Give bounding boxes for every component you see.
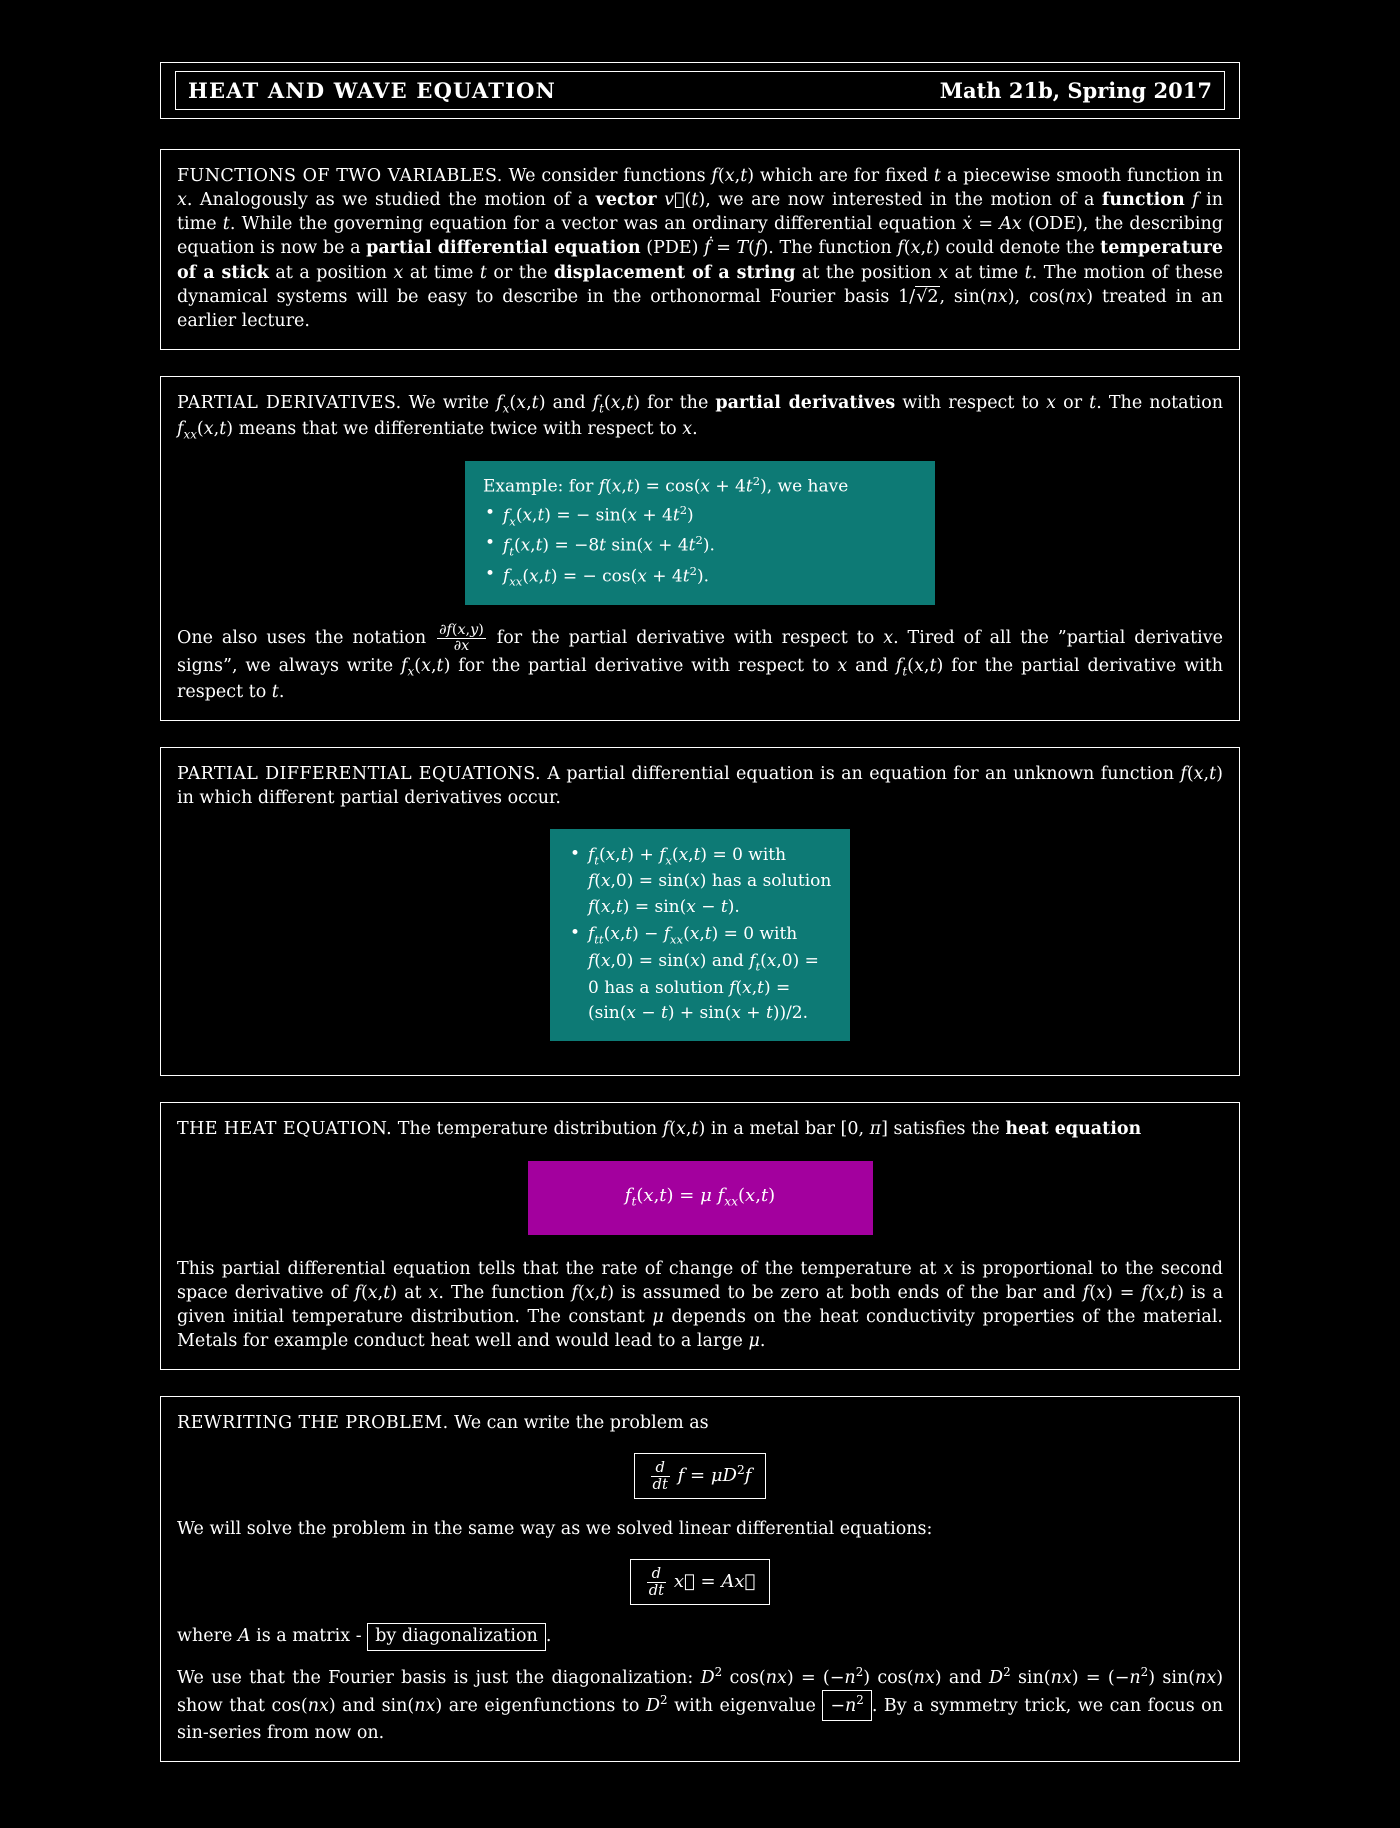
where-tail: . <box>545 1626 552 1647</box>
heat-equation-formula: $f_t(x,t) = \mu$ $f_{xx}(x,t)$ <box>528 1161 873 1235</box>
section-2-title: PARTIAL DERIVATIVES. <box>177 392 402 413</box>
section-rewriting-the-problem <box>160 1396 1240 1762</box>
section-1-title: FUNCTIONS OF TWO VARIABLES. <box>177 166 503 186</box>
equation-2-wrapper <box>177 1559 1223 1605</box>
list-item: • $f_{xx}(x,t)$ = − $\cos(x + 4t^2)$. <box>483 563 917 591</box>
example-list <box>483 502 917 591</box>
section-5-where-paragraph: where A is a matrix - by diagonalization . <box>177 1623 1223 1651</box>
section-functions-of-two-variables <box>160 149 1240 350</box>
example-highlight-pde <box>177 829 1223 1041</box>
section-5-final-paragraph: We use that the Fourier basis is just the diagonalization: $D^2$ $\cos(nx) = (-n^2)$ cos(nx) and $D^2$ $\sin(nx) = (-n^2)$ sin(nx) show that cos(nx) and sin(nx) are eigenfunctions to $D^2$ with eigenvalue $-n^2$ . By a symmetry trick, we can focus on sin-series from now on. <box>177 1665 1224 1743</box>
section-partial-differential-equations <box>160 747 1240 1075</box>
section-4-paragraph: THE HEAT EQUATION. The temperature distribution f(x,t) in a metal bar [0, π] satisfies the heat equation <box>177 1118 1142 1139</box>
section-partial-derivatives <box>160 376 1240 721</box>
boxed-phrase-by-diagonalization: by diagonalization <box>367 1623 546 1651</box>
list-item: • $f_t(x,t) + f_x(x,t) = 0$ with f(x,0) = sin(x) has a solution f(x,t) = sin(x − t). <box>568 843 832 921</box>
section-5-middle-paragraph: We will solve the problem in the same way as we solved linear differential equations: <box>177 1519 933 1540</box>
heat-equation-highlight <box>177 1161 1223 1235</box>
equation-1-wrapper <box>177 1453 1223 1499</box>
section-3-paragraph: PARTIAL DIFFERENTIAL EQUATIONS. A partial differential equation is an equation for an unknown function f(x,t) in which different partial derivatives occur. <box>177 764 1223 809</box>
eigenvalue-box: $-n^2$ <box>822 1690 872 1721</box>
equation-2: $\frac{d}{dt}$ x⃗ = Ax⃗ <box>630 1559 771 1605</box>
equation-1: $\frac{d}{dt}$ $f = \mu D^2f$ <box>634 1453 767 1499</box>
section-1-paragraph: FUNCTIONS OF TWO VARIABLES. We consider functions f(x,t) which are for fixed t a piecewise smooth function in x. Analogously as we studied the motion of a vector v⃗(t), we are now interested in the motion of a function f in time t. While the governing equation for a vector was an ordinary differential equation ẋ = Ax (ODE), the describing equation is now be a partial differential equation (PDE) ḟ = T(f). The function f(x,t) could denote the temperature of a stick at a position x at time t or the displacement of a string at the position x at time t. The motion of these dynamical systems will be easy to describe in the orthonormal Fourier basis 1/√2, sin(nx), cos(nx) treated in an earlier lecture. <box>177 166 1224 331</box>
course-label: Math 21b, Spring 2017 <box>939 78 1212 103</box>
example-highlight-derivatives <box>177 461 1223 605</box>
section-3-title: PARTIAL DIFFERENTIAL EQUATIONS. <box>177 764 541 785</box>
section-2-paragraph: PARTIAL DERIVATIVES. We write $f_x(x,t)$ and $f_t(x,t)$ for the partial derivatives with respect to x or t. The notation $f_{xx}(x,t)$ means that we differentiate twice with respect to x. <box>177 392 1224 442</box>
section-4-title: THE HEAT EQUATION. <box>177 1118 393 1139</box>
list-item: • $f_{tt}(x,t) - f_{xx}(x,t) = 0$ with f(x,0) = sin(x) and $f_t(x,0) = 0$ has a solution f(x,t) = (sin(x − t) + sin(x + t))/2. <box>568 922 832 1026</box>
section-the-heat-equation <box>160 1102 1240 1370</box>
section-4-after-paragraph: This partial differential equation tells that the rate of change of the temperature at x is proportional to the second space derivative of f(x,t) at x. The function f(x,t) is assumed to be zero at both ends of the bar and f(x) = f(x,t) is a given initial temperature distribution. The constant μ depends on the heat conductivity properties of the material. Metals for example conduct heat well and would lead to a large μ. <box>177 1258 1224 1351</box>
list-item: • $f_t(x,t) = -8t$ $\sin(x + 4t^2)$. <box>483 532 917 560</box>
example-intro: Example: for $f(x,t) = \cos(x + 4t^2)$, we have <box>483 473 849 497</box>
page-title: HEAT AND WAVE EQUATION <box>188 78 557 103</box>
list-item: • $f_x(x,t)$ = − $\sin(x + 4t^2)$ <box>483 502 917 530</box>
document-header <box>160 62 1240 119</box>
section-5-title: REWRITING THE PROBLEM. <box>177 1413 449 1434</box>
section-2-after-paragraph: One also uses the notation $\frac{\partial f(x,y)}{\partial x}$ for the partial derivative with respect to x. Tired of all the ”partial derivative signs”, we always write $f_x(x,t)$ for the partial derivative with respect to x and $f_t(x,t)$ for the partial derivative with respect to t. <box>177 622 1223 703</box>
section-5-paragraph: REWRITING THE PROBLEM. We can write the problem as <box>177 1413 709 1434</box>
example-list <box>568 843 832 1027</box>
